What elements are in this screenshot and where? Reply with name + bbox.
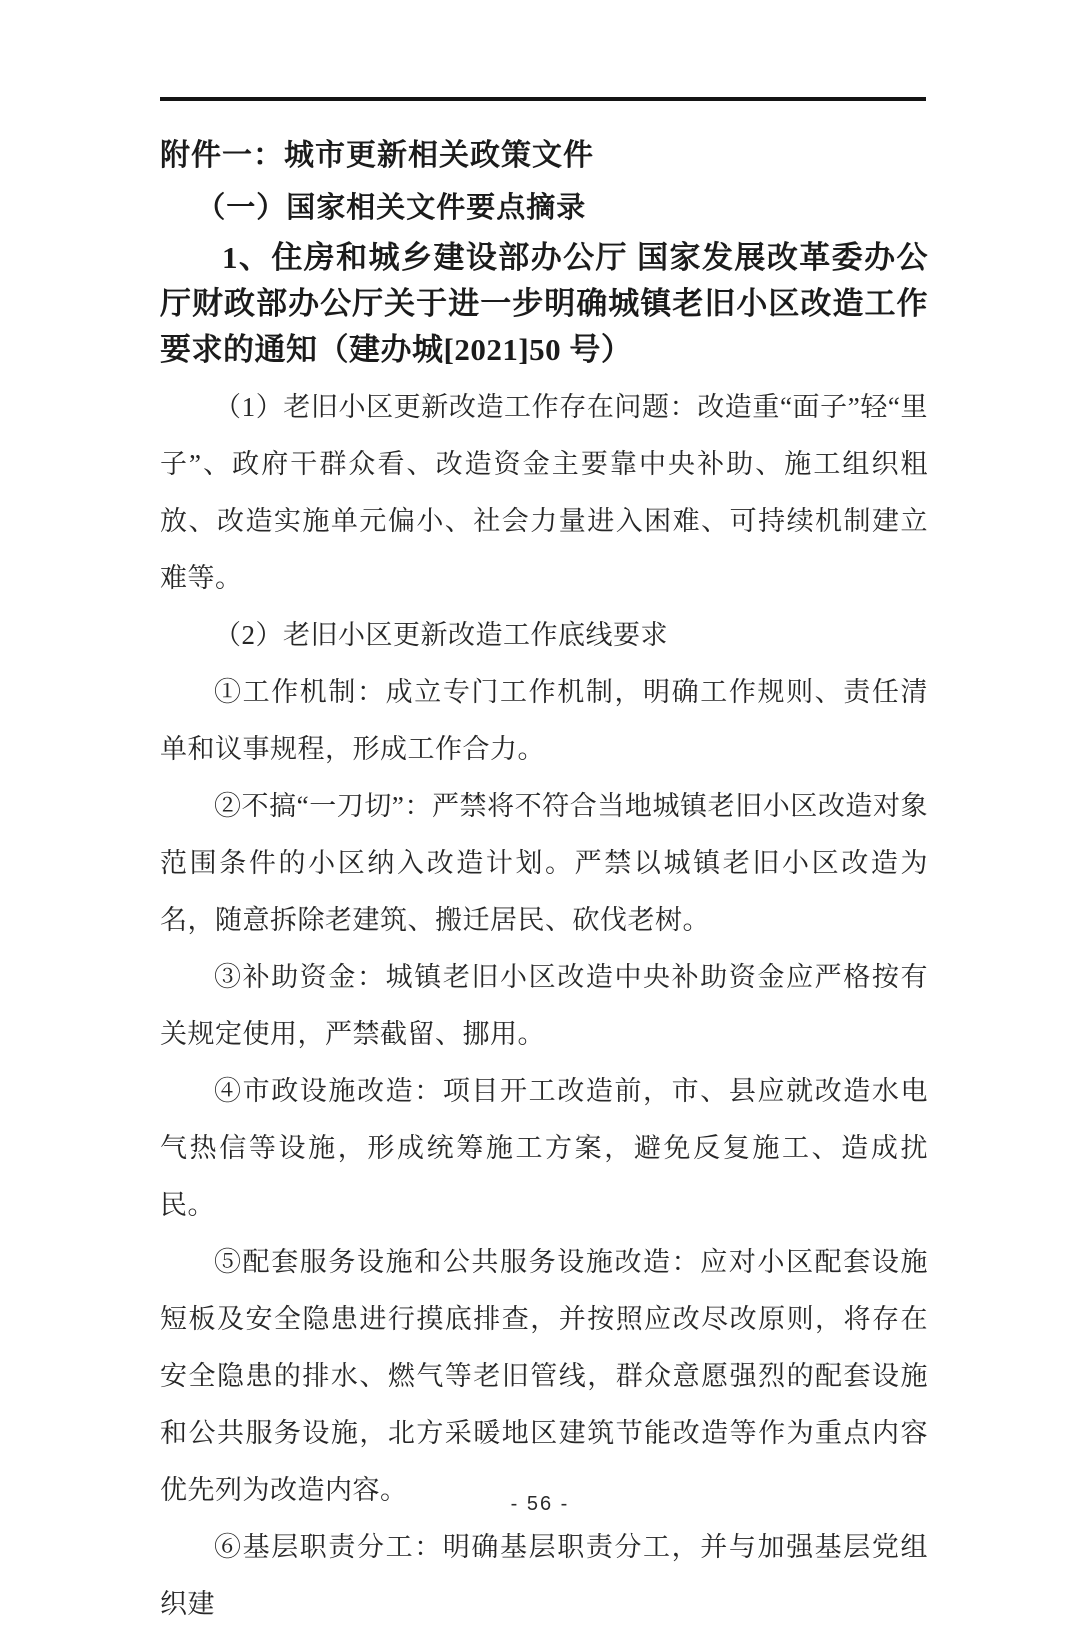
- paragraph-bottom-line-requirements: （2）老旧小区更新改造工作底线要求: [214, 620, 668, 650]
- document-page: [0, 97, 1080, 1625]
- header-rule: [160, 97, 926, 101]
- section-title: （一）国家相关文件要点摘录: [196, 192, 587, 224]
- paragraph-subsidy-funds: ③补助资金：城镇老旧小区改造中央补助资金应严格按有关规定使用，严禁截留、挪用。: [160, 962, 928, 1049]
- paragraph-no-one-size-fits-all: ②不搞“一刀切”：严禁将不符合当地城镇老旧小区改造对象范围条件的小区纳入改造计划。严禁以城镇老旧小区改造为名，随意拆除老建筑、搬迁居民、砍伐老树。: [160, 791, 928, 935]
- doc-heading: 1、住房和城乡建设部办公厅 国家发展改革委办公厅财政部办公厅关于进一步明确城镇老旧小区改造工作要求的通知（建办城[2021]50 号）: [160, 240, 928, 367]
- paragraph-grassroots-duties: ⑥基层职责分工：明确基层职责分工，并与加强基层党组织建: [160, 1532, 928, 1619]
- paragraph-municipal-facilities: ④市政设施改造：项目开工改造前，市、县应就改造水电气热信等设施，形成统筹施工方案，避免反复施工、造成扰民。: [160, 1076, 928, 1220]
- page-number: - 56 -: [510, 1493, 570, 1515]
- attachment-title: 附件一：城市更新相关政策文件: [160, 139, 594, 172]
- paragraph-problems: （1）老旧小区更新改造工作存在问题：改造重“面子”轻“里子”、政府干群众看、改造资金主要靠中央补助、施工组织粗放、改造实施单元偏小、社会力量进入困难、可持续机制建立难等。: [160, 392, 928, 593]
- paragraph-work-mechanism: ①工作机制：成立专门工作机制，明确工作规则、责任清单和议事规程，形成工作合力。: [160, 677, 928, 764]
- paragraph-supporting-services: ⑤配套服务设施和公共服务设施改造：应对小区配套设施短板及安全隐患进行摸底排查，并按照应改尽改原则，将存在安全隐患的排水、燃气等老旧管线，群众意愿强烈的配套设施和公共服务设施，北方采暖地区建筑节能改造等作为重点内容优先列为改造内容。: [160, 1247, 928, 1505]
